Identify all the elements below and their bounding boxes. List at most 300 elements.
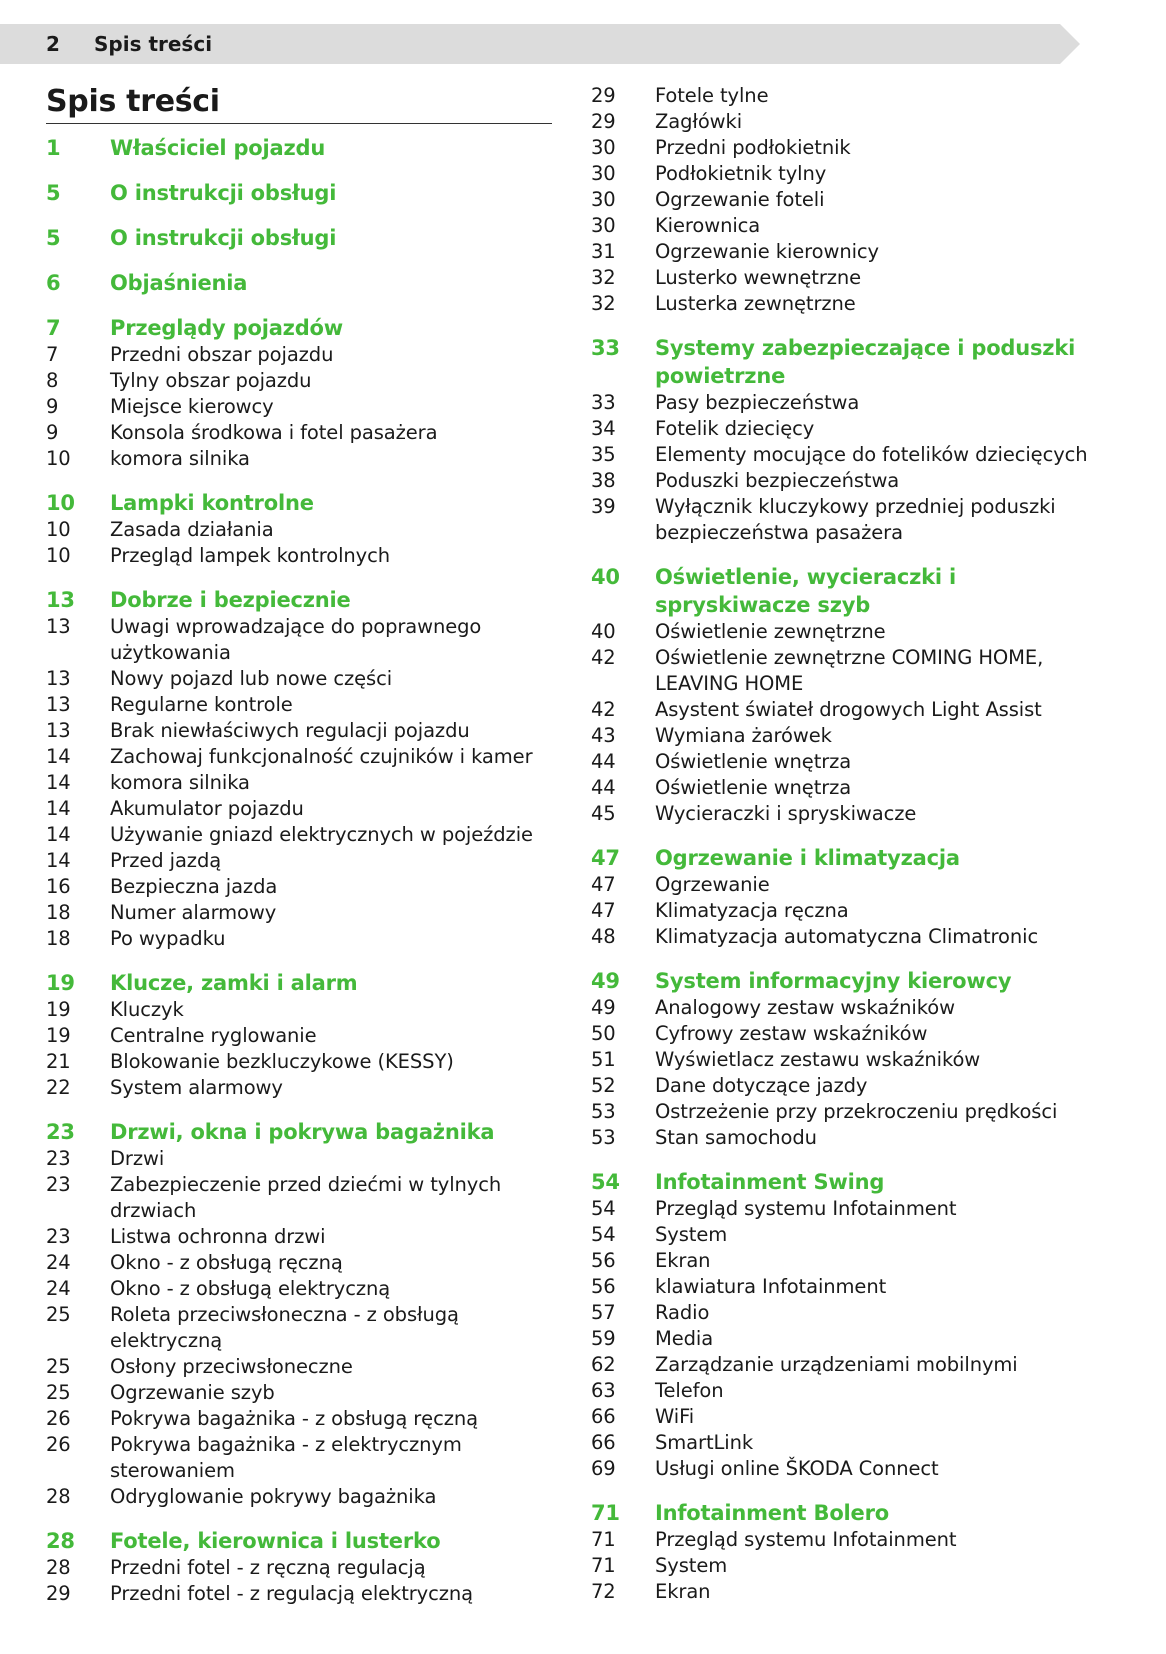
entry-title: komora silnika — [110, 771, 250, 794]
entry-title: Wyłącznik kluczykowy przedniej poduszki bezpieczeństwa pasażera — [655, 495, 1056, 544]
entry-page-number: 42 — [591, 698, 616, 721]
toc-entry[interactable] — [46, 1432, 566, 1484]
entry-title: Oświetlenie wnętrza — [655, 750, 852, 773]
toc-entry[interactable] — [46, 394, 566, 420]
entry-page-number: 49 — [591, 996, 616, 1019]
entry-title: Stan samochodu — [655, 1126, 817, 1149]
header-title: Spis treści — [94, 32, 213, 56]
toc-entry[interactable] — [46, 543, 566, 569]
entry-page-number: 40 — [591, 620, 616, 643]
section-title: Przeglądy pojazdów — [110, 316, 343, 340]
entry-title: Analogowy zestaw wskaźników — [655, 996, 955, 1019]
toc-section — [591, 967, 1111, 1151]
toc-entry[interactable] — [591, 1300, 1111, 1326]
toc-section — [46, 1118, 566, 1510]
toc-section — [46, 314, 566, 472]
toc-left-column — [46, 134, 566, 1624]
entry-page-number: 32 — [591, 266, 616, 289]
toc-entry[interactable] — [46, 822, 566, 848]
toc-section — [46, 586, 566, 952]
title-rule — [46, 123, 552, 124]
entry-page-number: 13 — [46, 667, 71, 690]
toc-entry[interactable] — [591, 924, 1111, 950]
entry-page-number: 25 — [46, 1381, 71, 1404]
entry-page-number: 22 — [46, 1076, 71, 1099]
entry-page-number: 30 — [591, 162, 616, 185]
entry-title: Ogrzewanie kierownicy — [655, 240, 879, 263]
entry-page-number: 14 — [46, 797, 71, 820]
section-page-number: 1 — [46, 136, 61, 160]
section-page-number: 49 — [591, 969, 620, 993]
toc-right-column — [591, 83, 1111, 1622]
entry-title: Zasada działania — [110, 518, 274, 541]
entry-page-number: 33 — [591, 391, 616, 414]
entry-title: Pokrywa bagażnika - z elektrycznym sterowaniem — [110, 1433, 462, 1482]
toc-section-heading[interactable] — [591, 563, 1111, 619]
entry-title: Fotelik dziecięcy — [655, 417, 815, 440]
entry-title: Media — [655, 1327, 714, 1350]
entry-title: Akumulator pojazdu — [110, 797, 304, 820]
entry-page-number: 50 — [591, 1022, 616, 1045]
entry-title: Przegląd lampek kontrolnych — [110, 544, 390, 567]
toc-section-heading[interactable] — [591, 1168, 1111, 1196]
toc-entry[interactable] — [46, 796, 566, 822]
section-title: Infotainment Bolero — [655, 1501, 889, 1525]
toc-entry[interactable] — [591, 1073, 1111, 1099]
header-page-number: 2 — [46, 32, 60, 56]
section-title: O instrukcji obsługi — [110, 226, 337, 250]
toc-entry[interactable] — [591, 468, 1111, 494]
entry-page-number: 62 — [591, 1353, 616, 1376]
entry-title: Elementy mocujące do fotelików dziecięcych — [655, 443, 1088, 466]
entry-page-number: 14 — [46, 771, 71, 794]
entry-page-number: 19 — [46, 1024, 71, 1047]
toc-section — [46, 1527, 566, 1607]
entry-page-number: 7 — [46, 343, 59, 366]
entry-title: Bezpieczna jazda — [110, 875, 278, 898]
toc-entry[interactable] — [591, 83, 1111, 109]
toc-section-heading[interactable] — [46, 489, 566, 517]
toc-entry[interactable] — [591, 775, 1111, 801]
entry-page-number: 53 — [591, 1126, 616, 1149]
toc-entry[interactable] — [46, 997, 566, 1023]
section-title: Klucze, zamki i alarm — [110, 971, 358, 995]
entry-page-number: 14 — [46, 745, 71, 768]
entry-title: Po wypadku — [110, 927, 226, 950]
entry-page-number: 69 — [591, 1457, 616, 1480]
toc-section — [46, 269, 566, 297]
entry-page-number: 48 — [591, 925, 616, 948]
toc-entry[interactable] — [591, 494, 1111, 546]
entry-title: Odryglowanie pokrywy bagażnika — [110, 1485, 437, 1508]
entry-page-number: 47 — [591, 899, 616, 922]
entry-page-number: 19 — [46, 998, 71, 1021]
entry-page-number: 26 — [46, 1407, 71, 1430]
toc-entry[interactable] — [591, 187, 1111, 213]
toc-entry[interactable] — [46, 770, 566, 796]
toc-section-heading[interactable] — [46, 224, 566, 252]
entry-page-number: 13 — [46, 693, 71, 716]
toc-section-heading[interactable] — [46, 179, 566, 207]
toc-entry[interactable] — [591, 1248, 1111, 1274]
toc-entry[interactable] — [591, 1404, 1111, 1430]
entry-title: Przedni obszar pojazdu — [110, 343, 334, 366]
entry-title: Przegląd systemu Infotainment — [655, 1528, 957, 1551]
toc-entry[interactable] — [591, 619, 1111, 645]
toc-entry[interactable] — [46, 900, 566, 926]
section-page-number: 19 — [46, 971, 75, 995]
entry-page-number: 72 — [591, 1580, 616, 1603]
toc-entry[interactable] — [46, 1354, 566, 1380]
toc-entry[interactable] — [46, 420, 566, 446]
entry-page-number: 32 — [591, 292, 616, 315]
entry-page-number: 39 — [591, 495, 616, 518]
entry-page-number: 42 — [591, 646, 616, 669]
toc-entry[interactable] — [46, 1406, 566, 1432]
toc-entry[interactable] — [46, 517, 566, 543]
entry-title: Wycieraczki i spryskiwacze — [655, 802, 917, 825]
toc-section — [591, 83, 1111, 317]
entry-page-number: 14 — [46, 823, 71, 846]
toc-entry[interactable] — [46, 446, 566, 472]
entry-title: Poduszki bezpieczeństwa — [655, 469, 900, 492]
entry-title: WiFi — [655, 1405, 695, 1428]
section-title: Infotainment Swing — [655, 1170, 885, 1194]
entry-page-number: 23 — [46, 1173, 71, 1196]
toc-entry[interactable] — [591, 1326, 1111, 1352]
entry-title: Numer alarmowy — [110, 901, 277, 924]
toc-entry[interactable] — [46, 926, 566, 952]
entry-title: Podłokietnik tylny — [655, 162, 827, 185]
toc-entry[interactable] — [591, 1125, 1111, 1151]
entry-page-number: 57 — [591, 1301, 616, 1324]
toc-entry[interactable] — [591, 1222, 1111, 1248]
toc-entry[interactable] — [46, 744, 566, 770]
toc-entry[interactable] — [591, 1196, 1111, 1222]
entry-title: System — [655, 1223, 728, 1246]
toc-section-heading[interactable] — [46, 1527, 566, 1555]
entry-title: Wyświetlacz zestawu wskaźników — [655, 1048, 981, 1071]
entry-title: Zabezpieczenie przed dziećmi w tylnych drzwiach — [110, 1173, 502, 1222]
entry-title: Roleta przeciwsłoneczna - z obsługą elektryczną — [110, 1303, 459, 1352]
entry-page-number: 30 — [591, 214, 616, 237]
entry-title: Używanie gniazd elektrycznych w pojeździe — [110, 823, 533, 846]
toc-entry[interactable] — [591, 1274, 1111, 1300]
entry-title: Przegląd systemu Infotainment — [655, 1197, 957, 1220]
toc-entry[interactable] — [46, 1276, 566, 1302]
entry-title: Fotele tylne — [655, 84, 769, 107]
entry-page-number: 66 — [591, 1405, 616, 1428]
entry-title: Brak niewłaściwych regulacji pojazdu — [110, 719, 470, 742]
toc-entry[interactable] — [591, 161, 1111, 187]
toc-section-heading[interactable] — [46, 586, 566, 614]
toc-entry[interactable] — [46, 874, 566, 900]
toc-entry[interactable] — [46, 1380, 566, 1406]
entry-title: Ostrzeżenie przy przekroczeniu prędkości — [655, 1100, 1058, 1123]
toc-entry[interactable] — [591, 697, 1111, 723]
entry-page-number: 28 — [46, 1556, 71, 1579]
entry-page-number: 53 — [591, 1100, 616, 1123]
entry-title: Kierownica — [655, 214, 761, 237]
section-title: O instrukcji obsługi — [110, 181, 337, 205]
entry-title: Asystent świateł drogowych Light Assist — [655, 698, 1042, 721]
section-page-number: 7 — [46, 316, 61, 340]
entry-page-number: 24 — [46, 1277, 71, 1300]
toc-section-heading[interactable] — [46, 269, 566, 297]
section-page-number: 54 — [591, 1170, 620, 1194]
toc-section — [591, 563, 1111, 827]
toc-entry[interactable] — [46, 692, 566, 718]
entry-page-number: 63 — [591, 1379, 616, 1402]
entry-title: Pokrywa bagażnika - z obsługą ręczną — [110, 1407, 478, 1430]
toc-entry[interactable] — [46, 1049, 566, 1075]
entry-page-number: 21 — [46, 1050, 71, 1073]
entry-page-number: 30 — [591, 136, 616, 159]
entry-page-number: 18 — [46, 927, 71, 950]
toc-entry[interactable] — [591, 872, 1111, 898]
toc-section — [591, 844, 1111, 950]
entry-title: Przed jazdą — [110, 849, 222, 872]
entry-title: Zarządzanie urządzeniami mobilnymi — [655, 1353, 1018, 1376]
toc-entry[interactable] — [591, 213, 1111, 239]
entry-title: Przedni fotel - z regulacją elektryczną — [110, 1582, 473, 1605]
entry-title: Usługi online ŠKODA Connect — [655, 1457, 939, 1480]
section-title: Właściciel pojazdu — [110, 136, 326, 160]
entry-page-number: 23 — [46, 1225, 71, 1248]
toc-entry[interactable] — [591, 390, 1111, 416]
entry-page-number: 24 — [46, 1251, 71, 1274]
section-page-number: 13 — [46, 588, 75, 612]
entry-title: Centralne ryglowanie — [110, 1024, 317, 1047]
entry-title: System alarmowy — [110, 1076, 283, 1099]
section-title: Ogrzewanie i klimatyzacja — [655, 846, 960, 870]
section-title: Drzwi, okna i pokrywa bagażnika — [110, 1120, 495, 1144]
toc-entry[interactable] — [591, 1553, 1111, 1579]
entry-page-number: 25 — [46, 1355, 71, 1378]
entry-title: Konsola środkowa i fotel pasażera — [110, 421, 438, 444]
entry-page-number: 29 — [46, 1582, 71, 1605]
entry-title: Wymiana żarówek — [655, 724, 832, 747]
toc-entry[interactable] — [46, 1581, 566, 1607]
section-page-number: 5 — [46, 226, 61, 250]
toc-entry[interactable] — [591, 1352, 1111, 1378]
toc-entry[interactable] — [46, 1172, 566, 1224]
entry-page-number: 34 — [591, 417, 616, 440]
toc-entry[interactable] — [46, 1484, 566, 1510]
entry-title: komora silnika — [110, 447, 250, 470]
entry-page-number: 71 — [591, 1528, 616, 1551]
entry-title: Ekran — [655, 1580, 711, 1603]
entry-page-number: 28 — [46, 1485, 71, 1508]
toc-entry[interactable] — [46, 342, 566, 368]
toc-section-heading[interactable] — [591, 1499, 1111, 1527]
entry-title: Ogrzewanie foteli — [655, 188, 825, 211]
entry-title: Pasy bezpieczeństwa — [655, 391, 860, 414]
toc-entry[interactable] — [46, 1302, 566, 1354]
toc-entry[interactable] — [591, 1047, 1111, 1073]
toc-entry[interactable] — [591, 291, 1111, 317]
toc-entry[interactable] — [591, 995, 1111, 1021]
entry-title: Przedni podłokietnik — [655, 136, 851, 159]
entry-title: System — [655, 1554, 728, 1577]
toc-section — [46, 134, 566, 162]
entry-title: Cyfrowy zestaw wskaźników — [655, 1022, 928, 1045]
toc-entry[interactable] — [591, 749, 1111, 775]
toc-entry[interactable] — [591, 645, 1111, 697]
section-title: Systemy zabezpieczające i poduszki powietrzne — [655, 336, 1076, 388]
entry-title: Klimatyzacja ręczna — [655, 899, 849, 922]
toc-entry[interactable] — [591, 1430, 1111, 1456]
toc-section-heading[interactable] — [591, 844, 1111, 872]
entry-title: Oświetlenie wnętrza — [655, 776, 852, 799]
toc-section — [591, 1499, 1111, 1605]
entry-title: Blokowanie bezkluczykowe (KESSY) — [110, 1050, 454, 1073]
entry-title: Nowy pojazd lub nowe części — [110, 667, 393, 690]
toc-entry[interactable] — [591, 442, 1111, 468]
entry-page-number: 10 — [46, 544, 71, 567]
entry-page-number: 35 — [591, 443, 616, 466]
section-title: Dobrze i bezpiecznie — [110, 588, 351, 612]
section-title: Lampki kontrolne — [110, 491, 314, 515]
entry-page-number: 30 — [591, 188, 616, 211]
entry-title: Ekran — [655, 1249, 711, 1272]
entry-page-number: 44 — [591, 776, 616, 799]
entry-title: Regularne kontrole — [110, 693, 293, 716]
entry-page-number: 29 — [591, 110, 616, 133]
entry-title: Okno - z obsługą ręczną — [110, 1251, 343, 1274]
entry-page-number: 45 — [591, 802, 616, 825]
entry-title: Ogrzewanie szyb — [110, 1381, 275, 1404]
section-page-number: 33 — [591, 336, 620, 360]
toc-entry[interactable] — [591, 239, 1111, 265]
entry-title: Okno - z obsługą elektryczną — [110, 1277, 391, 1300]
toc-entry[interactable] — [591, 1456, 1111, 1482]
toc-section — [591, 334, 1111, 546]
toc-section — [46, 224, 566, 252]
toc-entry[interactable] — [46, 1023, 566, 1049]
toc-section — [46, 969, 566, 1101]
entry-title: Dane dotyczące jazdy — [655, 1074, 868, 1097]
section-page-number: 5 — [46, 181, 61, 205]
page-title: Spis treści — [46, 84, 220, 119]
section-title: System informacyjny kierowcy — [655, 969, 1012, 993]
toc-section-heading[interactable] — [46, 314, 566, 342]
entry-page-number: 25 — [46, 1303, 71, 1326]
entry-page-number: 9 — [46, 395, 59, 418]
toc-entry[interactable] — [46, 1146, 566, 1172]
section-page-number: 6 — [46, 271, 61, 295]
entry-title: Kluczyk — [110, 998, 184, 1021]
toc-entry[interactable] — [591, 1527, 1111, 1553]
toc-section-heading[interactable] — [591, 967, 1111, 995]
toc-entry[interactable] — [46, 848, 566, 874]
entry-title: Przedni fotel - z ręczną regulacją — [110, 1556, 426, 1579]
toc-entry[interactable] — [591, 1378, 1111, 1404]
header-arrow — [1060, 24, 1080, 64]
entry-title: Zachowaj funkcjonalność czujników i kamer — [110, 745, 533, 768]
entry-title: Klimatyzacja automatyczna Climatronic — [655, 925, 1039, 948]
entry-page-number: 13 — [46, 719, 71, 742]
toc-entry[interactable] — [591, 1579, 1111, 1605]
entry-title: Telefon — [655, 1379, 724, 1402]
toc-entry[interactable] — [591, 1021, 1111, 1047]
toc-entry[interactable] — [591, 109, 1111, 135]
entry-title: SmartLink — [655, 1431, 754, 1454]
toc-entry[interactable] — [46, 718, 566, 744]
toc-entry[interactable] — [46, 1075, 566, 1101]
entry-page-number: 54 — [591, 1223, 616, 1246]
entry-title: Oświetlenie zewnętrzne COMING HOME, LEAVING HOME — [655, 646, 1044, 695]
section-page-number: 71 — [591, 1501, 620, 1525]
toc-section — [46, 179, 566, 207]
toc-entry[interactable] — [591, 265, 1111, 291]
entry-page-number: 9 — [46, 421, 59, 444]
entry-page-number: 18 — [46, 901, 71, 924]
section-page-number: 40 — [591, 565, 620, 589]
toc-entry[interactable] — [591, 135, 1111, 161]
section-title: Oświetlenie, wycieraczki i spryskiwacze szyb — [655, 565, 957, 617]
entry-title: Oświetlenie zewnętrzne — [655, 620, 886, 643]
toc-section — [591, 1168, 1111, 1482]
section-page-number: 47 — [591, 846, 620, 870]
entry-page-number: 59 — [591, 1327, 616, 1350]
toc-entry[interactable] — [591, 416, 1111, 442]
entry-page-number: 56 — [591, 1275, 616, 1298]
toc-section-heading[interactable] — [46, 969, 566, 997]
toc-entry[interactable] — [46, 368, 566, 394]
toc-entry[interactable] — [591, 723, 1111, 749]
toc-entry[interactable] — [591, 898, 1111, 924]
toc-entry[interactable] — [46, 1555, 566, 1581]
section-page-number: 23 — [46, 1120, 75, 1144]
entry-title: klawiatura Infotainment — [655, 1275, 887, 1298]
entry-page-number: 38 — [591, 469, 616, 492]
entry-page-number: 31 — [591, 240, 616, 263]
entry-title: Lusterka zewnętrzne — [655, 292, 856, 315]
entry-title: Miejsce kierowcy — [110, 395, 274, 418]
entry-title: Lusterko wewnętrzne — [655, 266, 862, 289]
entry-page-number: 10 — [46, 518, 71, 541]
toc-section-heading[interactable] — [591, 334, 1111, 390]
toc-section-heading[interactable] — [46, 134, 566, 162]
toc-entry[interactable] — [46, 1250, 566, 1276]
entry-page-number: 16 — [46, 875, 71, 898]
entry-page-number: 71 — [591, 1554, 616, 1577]
section-title: Fotele, kierownica i lusterko — [110, 1529, 441, 1553]
entry-title: Drzwi — [110, 1147, 165, 1170]
toc-section-heading[interactable] — [46, 1118, 566, 1146]
section-page-number: 28 — [46, 1529, 75, 1553]
entry-title: Radio — [655, 1301, 710, 1324]
toc-entry[interactable] — [591, 1099, 1111, 1125]
entry-page-number: 26 — [46, 1433, 71, 1456]
toc-entry[interactable] — [591, 801, 1111, 827]
entry-title: Uwagi wprowadzające do poprawnego użytkowania — [110, 615, 482, 664]
toc-entry[interactable] — [46, 666, 566, 692]
toc-section — [46, 489, 566, 569]
entry-page-number: 29 — [591, 84, 616, 107]
entry-page-number: 52 — [591, 1074, 616, 1097]
entry-page-number: 43 — [591, 724, 616, 747]
entry-page-number: 8 — [46, 369, 59, 392]
toc-entry[interactable] — [46, 614, 566, 666]
entry-title: Tylny obszar pojazdu — [110, 369, 312, 392]
entry-page-number: 56 — [591, 1249, 616, 1272]
toc-entry[interactable] — [46, 1224, 566, 1250]
entry-page-number: 66 — [591, 1431, 616, 1454]
entry-page-number: 44 — [591, 750, 616, 773]
entry-title: Ogrzewanie — [655, 873, 770, 896]
